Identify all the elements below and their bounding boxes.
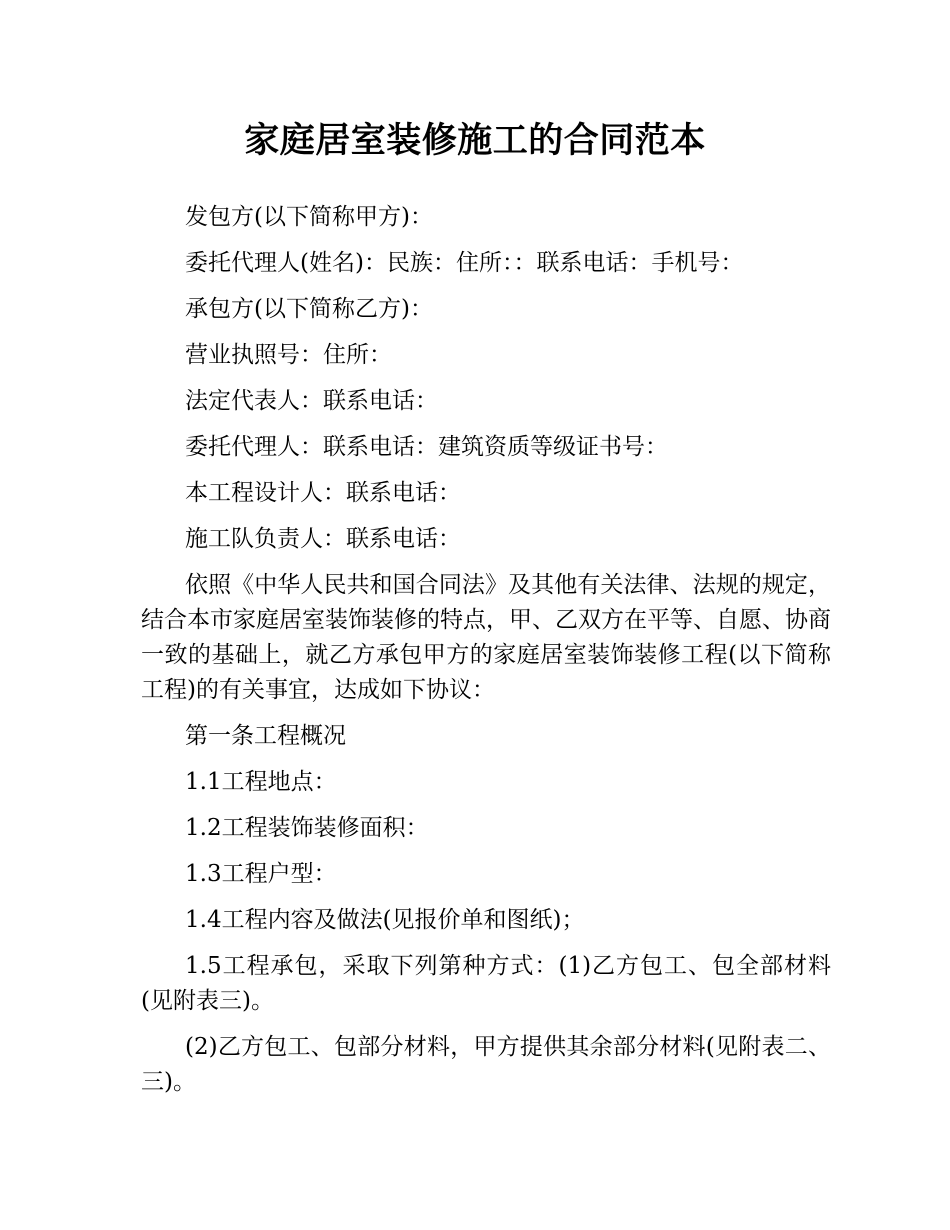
clause-1-3: 1.3工程户型：	[185, 861, 337, 887]
paragraph-contractor-agent: 委托代理人：联系电话：建筑资质等级证书号：	[185, 434, 668, 460]
clause-1-4: 1.4工程内容及做法(见报价单和图纸)；	[185, 907, 585, 933]
document-title: 家庭居室装修施工的合同范本	[244, 121, 706, 161]
paragraph-designer: 本工程设计人：联系电话：	[185, 480, 461, 506]
paragraph-team-leader: 施工队负责人：联系电话：	[185, 526, 461, 552]
paragraph-contractor: 承包方(以下简称乙方)：	[185, 296, 433, 322]
heading-article-one: 第一条工程概况	[185, 723, 346, 749]
paragraph-legal-representative: 法定代表人：联系电话：	[185, 388, 438, 414]
clause-1-1: 1.1工程地点：	[185, 769, 337, 795]
clause-1-2: 1.2工程装饰装修面积：	[185, 815, 429, 841]
document-body	[141, 200, 831, 1111]
paragraph-preamble: 依照《中华人民共和国合同法》及其他有关法律、法规的规定，结合本市家庭居室装饰装修的特点，甲、乙双方在平等、自愿、协商一致的基础上，就乙方承包甲方的家庭居室装饰装修工程(以下简称工程)的有关事宜，达成如下协议：	[141, 572, 831, 703]
clause-1-5: 1.5工程承包，采取下列第种方式：(1)乙方包工、包全部材料(见附表三)。	[141, 953, 831, 1014]
paragraph-business-license: 营业执照号：住所：	[185, 342, 392, 368]
paragraph-employer-agent: 委托代理人(姓名)：民族：住所：：联系电话：手机号：	[185, 250, 744, 276]
paragraph-employer: 发包方(以下简称甲方)：	[185, 204, 433, 230]
clause-1-5-option-2: (2)乙方包工、包部分材料，甲方提供其余部分材料(见附表二、三)。	[141, 1034, 831, 1095]
